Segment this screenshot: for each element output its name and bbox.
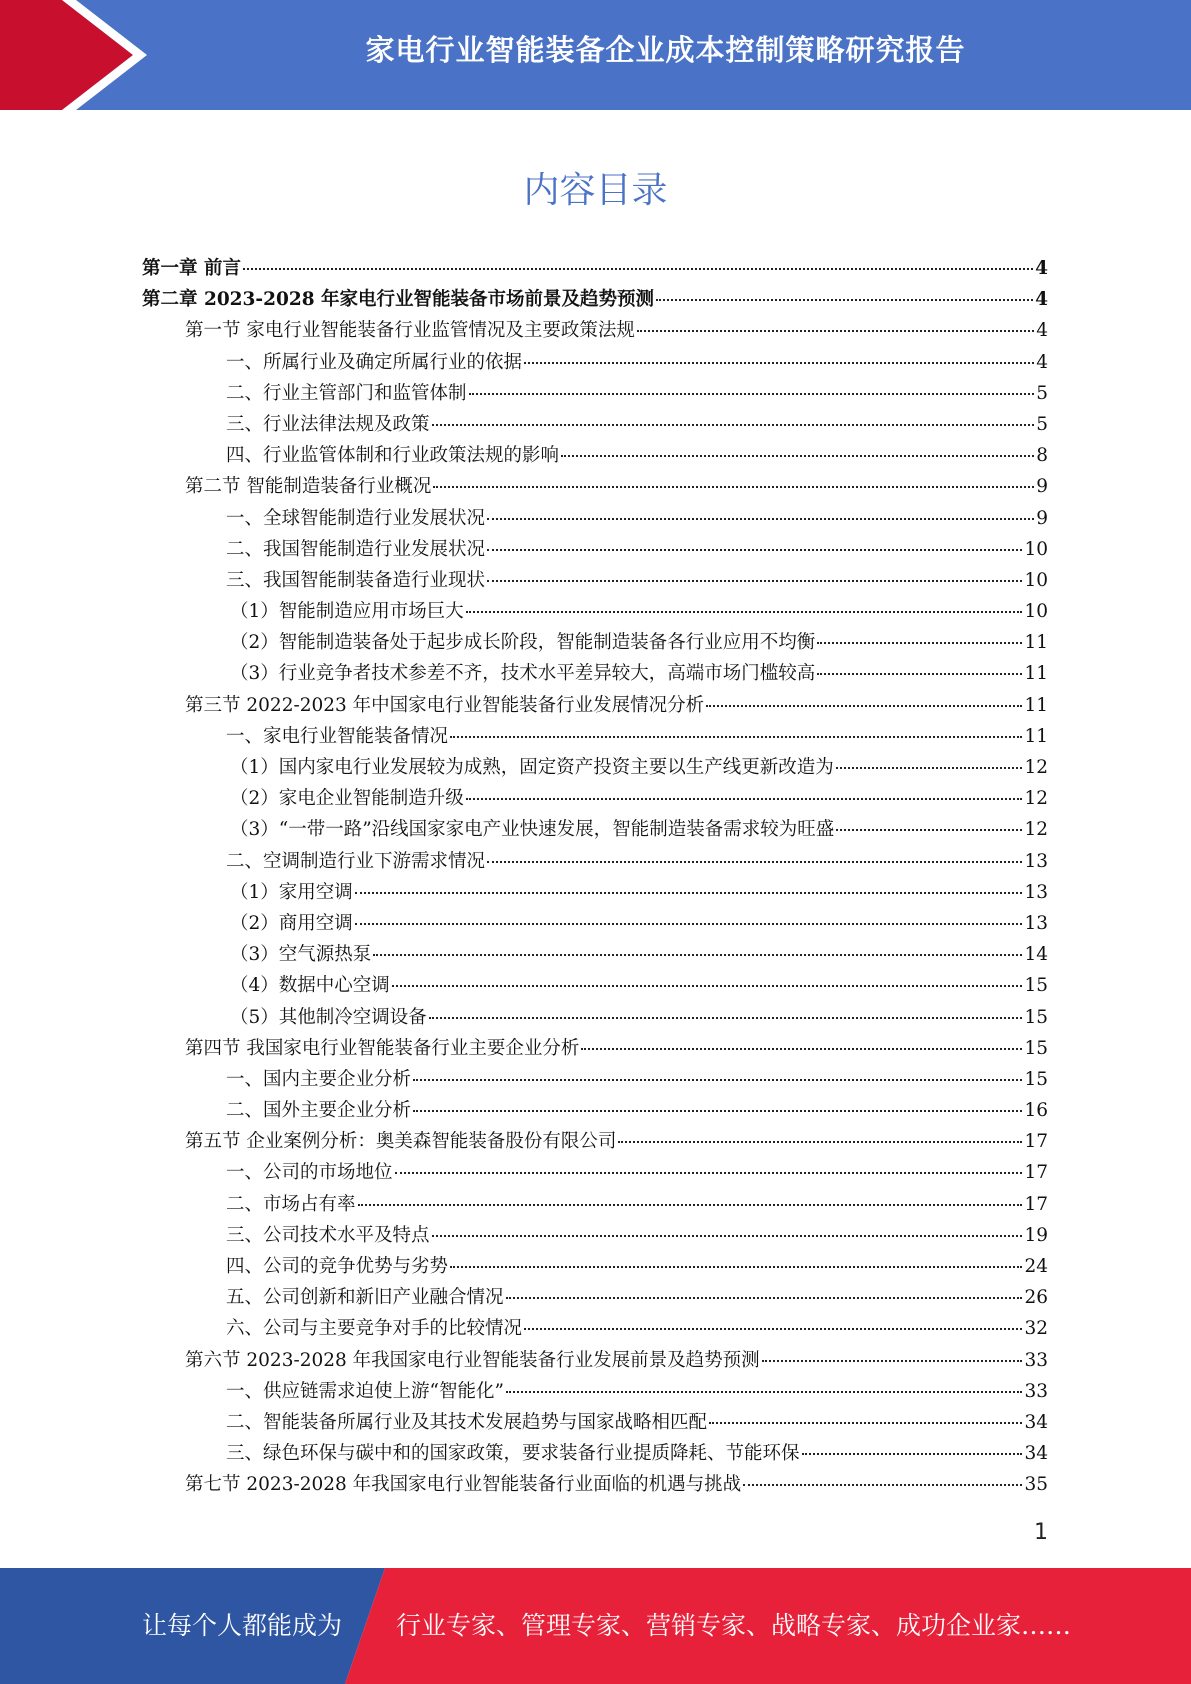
toc-entry-page: 17: [1024, 1162, 1048, 1184]
toc-dot-leader: [469, 393, 1035, 395]
toc-entry-title: （3）行业竞争者技术参差不齐，技术水平差异较大，高端市场门槛较高: [230, 663, 816, 685]
toc-entry[interactable]: [226, 1313, 1048, 1344]
toc-entry-page: 15: [1024, 975, 1048, 997]
toc-entry-title: 三、绿色环保与碳中和的国家政策，要求装备行业提质降耗、节能环保: [226, 1443, 800, 1465]
toc-entry[interactable]: [226, 1064, 1048, 1095]
toc-entry-page: 5: [1036, 413, 1048, 435]
toc-entry-title: 二、国外主要企业分析: [226, 1100, 412, 1122]
toc-entry-page: 4: [1036, 351, 1048, 373]
toc-entry-title: 二、行业主管部门和监管体制: [226, 382, 467, 404]
toc-dot-leader: [433, 486, 1034, 488]
toc-entry-page: 34: [1024, 1411, 1048, 1433]
toc-entry[interactable]: [226, 378, 1048, 409]
toc-dot-leader: [656, 299, 1033, 301]
toc-dot-leader: [243, 268, 1033, 270]
toc-entry[interactable]: [226, 503, 1048, 534]
toc-dot-leader: [413, 1079, 1022, 1081]
toc-dot-leader: [429, 1017, 1023, 1019]
toc-dot-leader: [487, 549, 1022, 551]
toc-dot-leader: [506, 1297, 1023, 1299]
toc-entry[interactable]: [185, 1345, 1048, 1376]
toc-entry-page: 14: [1024, 944, 1048, 966]
toc-dot-leader: [487, 861, 1022, 863]
toc-entry-page: 11: [1024, 694, 1048, 716]
toc-entry[interactable]: [226, 1220, 1048, 1251]
toc-entry-title: （1）家用空调: [230, 881, 353, 903]
toc-entry-page: 12: [1024, 819, 1048, 841]
toc-entry[interactable]: [185, 315, 1048, 346]
toc-entry[interactable]: [226, 1376, 1048, 1407]
report-title: 家电行业智能装备企业成本控制策略研究报告: [365, 33, 966, 67]
toc-entry-title: 第一节 家电行业智能装备行业监管情况及主要政策法规: [185, 320, 635, 342]
toc-entry-page: 4: [1035, 289, 1048, 311]
toc-dot-leader: [487, 580, 1022, 582]
toc-entry-page: 4: [1036, 320, 1048, 342]
toc-entry-title: （2）智能制造装备处于起步成长阶段，智能制造装备各行业应用不均衡: [230, 632, 816, 654]
toc-entry[interactable]: [142, 284, 1048, 315]
toc-entry[interactable]: [230, 970, 1048, 1001]
toc-entry-page: 17: [1024, 1193, 1048, 1215]
toc-entry[interactable]: [226, 1407, 1048, 1438]
toc-entry-title: 一、家电行业智能装备情况: [226, 725, 449, 747]
toc-entry[interactable]: [185, 1469, 1048, 1500]
toc-entry-title: （3）“一带一路”沿线国家家电产业快速发展，智能制造装备需求较为旺盛: [230, 819, 835, 841]
toc-entry[interactable]: [230, 627, 1048, 658]
toc-entry[interactable]: [226, 1189, 1048, 1220]
toc-dot-leader: [432, 1235, 1023, 1237]
toc-entry-title: 四、公司的竞争优势与劣势: [226, 1256, 449, 1277]
toc-entry-page: 11: [1024, 725, 1048, 747]
toc-entry-page: 12: [1024, 757, 1048, 778]
toc-entry[interactable]: [230, 596, 1048, 627]
footer-band: [0, 1568, 1191, 1684]
toc-dot-leader: [709, 1422, 1022, 1424]
toc-dot-leader: [450, 736, 1022, 738]
toc-entry-page: 16: [1024, 1100, 1048, 1122]
toc-entry-title: 第二节 智能制造装备行业概况: [185, 476, 432, 498]
toc-entry[interactable]: [185, 471, 1048, 502]
toc-entry-title: 二、我国智能制造行业发展状况: [226, 538, 486, 560]
toc-entry-page: 13: [1024, 850, 1048, 872]
toc-dot-leader: [466, 798, 1023, 800]
toc-entry-title: 二、市场占有率: [226, 1193, 356, 1215]
toc-entry[interactable]: [226, 534, 1048, 565]
toc-dot-leader: [817, 642, 1022, 644]
toc-entry-page: 15: [1024, 1037, 1048, 1059]
toc-entry-title: 二、智能装备所属行业及其技术发展趋势与国家战略相匹配: [226, 1411, 708, 1433]
toc-dot-leader: [392, 985, 1023, 987]
toc-entry[interactable]: [230, 783, 1048, 814]
toc-entry-page: 10: [1024, 569, 1048, 591]
toc-entry[interactable]: [226, 1157, 1048, 1188]
toc-entry-title: 一、所属行业及确定所属行业的依据: [226, 351, 523, 373]
toc-entry[interactable]: [226, 1438, 1048, 1469]
toc-entry-page: 5: [1036, 382, 1048, 404]
toc-entry-page: 11: [1024, 663, 1048, 685]
toc-entry-page: 17: [1024, 1131, 1048, 1153]
toc-entry-title: （4）数据中心空调: [230, 975, 390, 997]
toc-entry-page: 33: [1024, 1380, 1048, 1402]
toc-entry-page: 12: [1024, 788, 1048, 810]
toc-entry-title: 第七节 2023-2028 年我国家电行业智能装备行业面临的机遇与挑战: [185, 1474, 742, 1496]
toc-entry-title: 五、公司创新和新旧产业融合情况: [226, 1287, 504, 1309]
toc-entry-title: 三、行业法律法规及政策: [226, 413, 430, 435]
toc-entry-title: 第三节 2022-2023 年中国家电行业智能装备行业发展情况分析: [185, 694, 705, 716]
header-band: [0, 0, 1191, 110]
toc-entry[interactable]: [226, 721, 1048, 752]
toc-dot-leader: [618, 1141, 1022, 1143]
toc-entry[interactable]: [226, 565, 1048, 596]
toc-entry[interactable]: [226, 409, 1048, 440]
toc-entry[interactable]: [230, 877, 1048, 908]
toc-entry-page: 33: [1024, 1349, 1048, 1371]
toc-entry-title: （5）其他制冷空调设备: [230, 1006, 427, 1028]
toc-entry-page: 26: [1024, 1287, 1048, 1309]
toc-entry-title: 第五节 企业案例分析：奥美森智能装备股份有限公司: [185, 1131, 617, 1153]
toc-entry-title: （2）家电企业智能制造升级: [230, 788, 464, 810]
toc-entry-page: 34: [1024, 1443, 1048, 1465]
toc-entry[interactable]: [230, 658, 1048, 689]
toc-entry-title: 三、公司技术水平及特点: [226, 1224, 430, 1246]
toc-dot-leader: [413, 1110, 1022, 1112]
toc-dot-leader: [395, 1172, 1023, 1174]
toc-dot-leader: [432, 424, 1035, 426]
toc-entry-page: 8: [1036, 445, 1048, 467]
toc-entry-page: 9: [1036, 476, 1048, 498]
toc-dot-leader: [506, 1391, 1023, 1393]
toc-entry-title: 一、国内主要企业分析: [226, 1068, 412, 1090]
toc-entry[interactable]: [230, 939, 1048, 970]
toc-dot-leader: [450, 1266, 1022, 1268]
toc-entry[interactable]: [226, 440, 1048, 471]
toc-entry-title: （1）国内家电行业发展较为成熟，固定资产投资主要以生产线更新改造为: [230, 757, 834, 778]
toc-entry-page: 35: [1024, 1474, 1048, 1496]
toc-entry-title: 第二章 2023-2028 年家电行业智能装备市场前景及趋势预测: [142, 289, 655, 311]
footer-slogan-left: 让每个人都能成为: [142, 1611, 343, 1640]
toc-entry[interactable]: [230, 752, 1048, 783]
toc-dot-leader: [561, 455, 1034, 457]
toc-entry-page: 19: [1024, 1224, 1048, 1246]
toc-entry-page: 9: [1036, 507, 1048, 529]
toc-entry[interactable]: [226, 1282, 1048, 1313]
toc-entry[interactable]: [142, 253, 1048, 284]
toc-dot-leader: [581, 1048, 1022, 1050]
toc-entry[interactable]: [185, 690, 1048, 721]
toc-list: [0, 253, 1191, 1501]
toc-dot-leader: [762, 1360, 1023, 1362]
toc-entry[interactable]: [226, 1251, 1048, 1282]
toc-dot-leader: [637, 330, 1034, 332]
toc-entry-title: 二、空调制造行业下游需求情况: [226, 850, 486, 872]
toc-entry[interactable]: [230, 814, 1048, 845]
toc-dot-leader: [355, 923, 1023, 925]
toc-entry-title: （3）空气源热泵: [230, 944, 372, 966]
toc-entry-page: 10: [1024, 601, 1048, 623]
toc-entry[interactable]: [230, 908, 1048, 939]
toc-heading: 内容目录: [523, 170, 668, 211]
toc-entry-title: 六、公司与主要竞争对手的比较情况: [226, 1318, 523, 1340]
toc-entry-page: 11: [1024, 632, 1048, 654]
toc-entry[interactable]: [185, 1126, 1048, 1157]
toc-entry-title: （2）商用空调: [230, 912, 353, 934]
toc-entry-title: （1）智能制造应用市场巨大: [230, 601, 464, 623]
toc-entry-title: 第一章 前言: [142, 258, 241, 279]
toc-dot-leader: [836, 829, 1022, 831]
toc-dot-leader: [466, 611, 1023, 613]
toc-dot-leader: [524, 1328, 1022, 1330]
toc-dot-leader: [836, 767, 1023, 769]
toc-entry-title: 一、公司的市场地位: [226, 1162, 393, 1184]
toc-dot-leader: [524, 362, 1034, 364]
toc-entry-page: 32: [1024, 1318, 1048, 1340]
toc-entry-page: 13: [1024, 881, 1048, 903]
toc-entry-title: 三、我国智能制装备造行业现状: [226, 569, 486, 591]
toc-entry-title: 一、全球智能制造行业发展状况: [226, 507, 486, 529]
toc-dot-leader: [358, 1204, 1023, 1206]
toc-dot-leader: [802, 1453, 1023, 1455]
toc-entry-page: 15: [1024, 1006, 1048, 1028]
toc-entry[interactable]: [226, 347, 1048, 378]
toc-entry-page: 10: [1024, 538, 1048, 560]
toc-dot-leader: [373, 954, 1022, 956]
toc-dot-leader: [706, 705, 1022, 707]
header-arrow-icon: [0, 0, 160, 110]
toc-entry[interactable]: [226, 1095, 1048, 1126]
toc-entry-page: 4: [1035, 258, 1048, 279]
toc-entry-page: 15: [1024, 1068, 1048, 1090]
toc-entry[interactable]: [185, 1033, 1048, 1064]
toc-dot-leader: [817, 673, 1022, 675]
toc-entry[interactable]: [226, 846, 1048, 877]
toc-dot-leader: [487, 518, 1034, 520]
page-number: 1: [1034, 1520, 1048, 1545]
footer-slogan-right: 行业专家、管理专家、营销专家、战略专家、成功企业家……: [396, 1611, 1072, 1640]
toc-entry-page: 13: [1024, 912, 1048, 934]
toc-dot-leader: [355, 892, 1023, 894]
toc-entry-title: 一、供应链需求迫使上游“智能化”: [226, 1380, 504, 1402]
toc-dot-leader: [743, 1484, 1022, 1486]
toc-entry-title: 第六节 2023-2028 年我国家电行业智能装备行业发展前景及趋势预测: [185, 1349, 760, 1371]
toc-entry[interactable]: [230, 1002, 1048, 1033]
toc-entry-page: 24: [1024, 1256, 1048, 1277]
toc-entry-title: 第四节 我国家电行业智能装备行业主要企业分析: [185, 1037, 580, 1059]
toc-entry-title: 四、行业监管体制和行业政策法规的影响: [226, 445, 560, 467]
